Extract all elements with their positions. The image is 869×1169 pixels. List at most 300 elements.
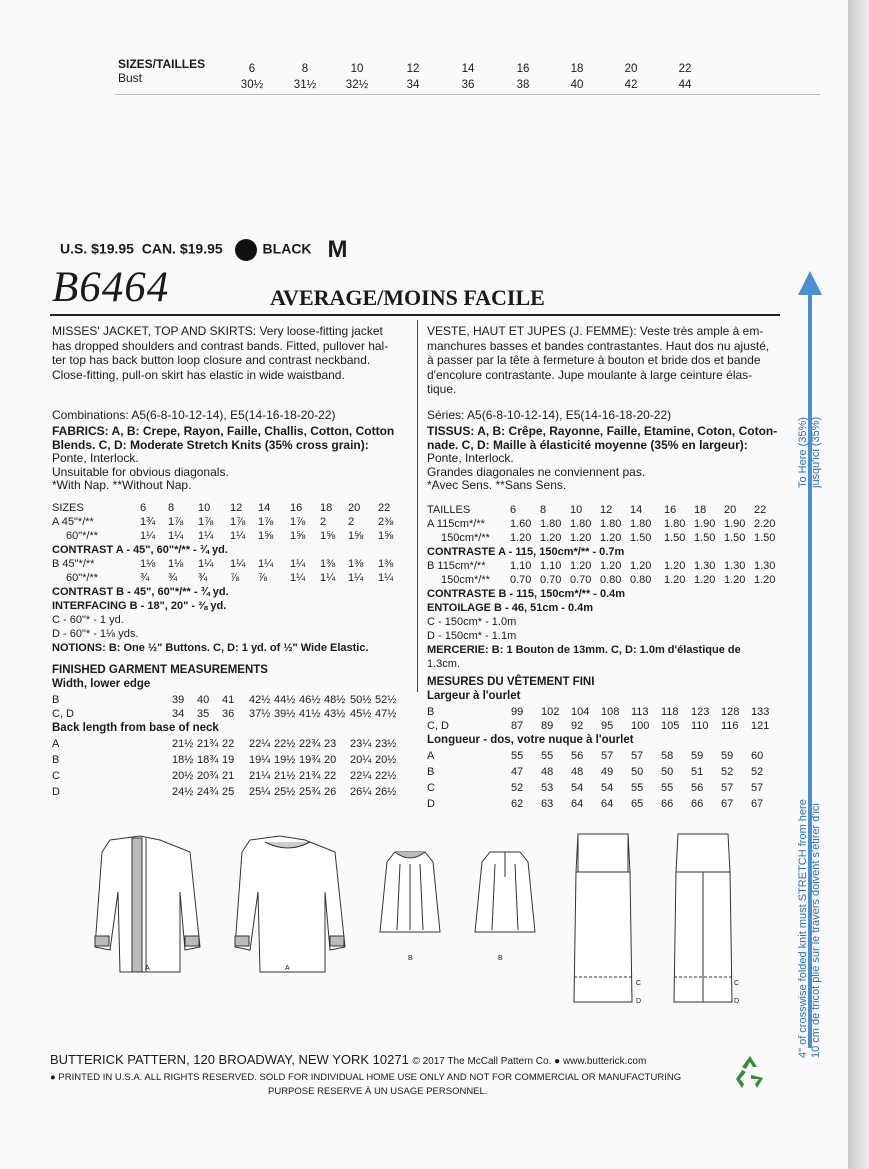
top-bust-cell: 40 [570, 79, 584, 91]
top-size-cell: 6 [248, 63, 256, 75]
yardage-cell: 1¼ [290, 558, 306, 570]
top-bust-cell: 31½ [293, 79, 317, 91]
to-here-label: To Here (35%) [797, 417, 809, 488]
top-bust-cell: 32½ [345, 79, 369, 91]
description-line: à passer par la tête à fermeture à bouton et bride dos et bande [427, 353, 761, 367]
measurement-cell: 52½ [375, 694, 397, 706]
measurement-cell: 57 [721, 782, 734, 794]
measurement-cell: 65 [631, 798, 644, 810]
yardage-cell: 1¼ [198, 530, 214, 542]
measurement-cell: 20½ [172, 770, 194, 782]
measurement-cell: 19¾ [299, 754, 321, 766]
measurement-cell: 41½ [299, 708, 321, 720]
measurement-cell: 47½ [375, 708, 397, 720]
measurement-cell: 105 [661, 720, 680, 732]
back-row-label: C [427, 782, 435, 794]
yardage-row-label: NOTIONS: B: One ½" Buttons. C, D: 1 yd. of ½" Wide Elastic. [52, 642, 369, 654]
measurement-cell: 43½ [324, 708, 346, 720]
size-header-cell: 22 [754, 504, 767, 516]
yardage-cell: 1.80 [540, 518, 562, 530]
measurement-cell: 57 [751, 782, 764, 794]
yardage-cell: 0.80 [630, 574, 652, 586]
yardage-cell: 1⅝ [378, 530, 394, 542]
yardage-cell: ¾ [198, 572, 208, 584]
size-header-cell: 8 [540, 504, 547, 516]
yardage-cell: 1.90 [694, 518, 716, 530]
size-header-cell: 6 [140, 502, 147, 514]
difficulty-label: AVERAGE/MOINS FACILE [270, 285, 545, 310]
yardage-cell: 0.70 [540, 574, 562, 586]
fabric-line: nade. C, D: Maille à élasticité moyenne (35% en largeur): [427, 437, 748, 452]
yardage-cell: 1.80 [600, 518, 622, 530]
yardage-cell: ⅞ [258, 572, 268, 584]
yardage-cell: 1.20 [540, 532, 562, 544]
measurement-cell: 60 [751, 750, 764, 762]
measurement-cell: 56 [571, 750, 584, 762]
yardage-cell: 1.10 [510, 560, 532, 572]
jusqu-ici-label: jusqu'ici (35%) [810, 416, 822, 488]
measurement-cell: 133 [751, 706, 770, 718]
measurement-cell: 39 [172, 694, 185, 706]
measurement-cell: 49 [601, 766, 614, 778]
measurement-cell: 54 [571, 782, 584, 794]
yardage-cell: 1.30 [724, 560, 746, 572]
yardage-cell: 1⅛ [140, 558, 156, 570]
top-bust-cell: 34 [406, 79, 420, 91]
size-header-cell: 10 [198, 502, 211, 514]
measurement-cell: 52 [721, 766, 734, 778]
measurement-cell: 64 [601, 798, 614, 810]
yardage-row-label: CONTRASTE A - 115, 150cm*/** - 0.7m [427, 546, 625, 558]
publisher-line [50, 1052, 646, 1067]
measurement-cell: 50 [661, 766, 674, 778]
size-header-cell: 14 [258, 502, 271, 514]
yardage-cell: 1.90 [724, 518, 746, 530]
yardage-cell: 1⅜ [348, 558, 364, 570]
yardage-cell: 1¼ [378, 572, 394, 584]
measurement-cell: 26 [324, 786, 337, 798]
measurement-cell: 118 [661, 706, 679, 718]
size-header-label: TAILLES [427, 504, 471, 516]
measurement-cell: 59 [691, 750, 704, 762]
measurement-cell: 22¾ [299, 738, 321, 750]
yardage-cell: 1.20 [570, 560, 592, 572]
measurement-cell: 40 [197, 694, 210, 706]
garment-illustrations [80, 832, 780, 1012]
measurement-cell: 21¾ [299, 770, 321, 782]
top-bust-cell: 30½ [240, 79, 264, 91]
yardage-row-label: 1.3cm. [427, 658, 461, 670]
measurement-cell: 20 [324, 754, 337, 766]
yardage-row-label: CONTRAST A - 45", 60"*/** - ¾ yd. [52, 544, 228, 556]
yardage-row-label: C - 60"* - 1 yd. [52, 614, 124, 626]
size-header-cell: 18 [320, 502, 333, 514]
measurement-cell: 23 [324, 738, 337, 750]
measurement-cell: 104 [571, 706, 590, 718]
yardage-cell: 1.50 [630, 532, 652, 544]
yardage-cell: 1⅜ [320, 558, 336, 570]
measurement-cell: 22 [324, 770, 337, 782]
yardage-cell: 1⅞ [230, 516, 246, 528]
measurement-cell: 48½ [324, 694, 346, 706]
description-line: MISSES' JACKET, TOP AND SKIRTS: Very loose-fitting jacket [52, 324, 383, 338]
measurement-cell: 35 [197, 708, 210, 720]
yardage-cell: 1.20 [600, 532, 622, 544]
yardage-cell: 1⅝ [320, 530, 336, 542]
measurement-cell: 55 [661, 782, 674, 794]
yardage-cell: 1.20 [724, 574, 746, 586]
measurement-cell: 47 [511, 766, 524, 778]
rights-line-fr: PURPOSE RESERVE À UN USAGE PERSONNEL. [268, 1086, 488, 1097]
back-row-label: D [52, 786, 60, 798]
measurement-cell: 121 [751, 720, 770, 732]
size-code: M [327, 236, 348, 263]
yardage-cell: 0.70 [510, 574, 532, 586]
top-size-cell: 22 [678, 63, 692, 75]
measurement-cell: 50½ [350, 694, 372, 706]
measurement-cell: 25¾ [299, 786, 321, 798]
description-line: tique. [427, 382, 457, 396]
measurement-cell: 37½ [249, 708, 271, 720]
stretch-fr-label: 10 cm de tricot plié sur le travers doivent s'étirer d'ici [810, 803, 822, 1058]
yardage-cell: 1¼ [230, 530, 246, 542]
measurement-cell: 18½ [172, 754, 194, 766]
measurement-cell: 55 [541, 750, 554, 762]
top-bust-cell: 42 [624, 79, 638, 91]
back-length-title: Longueur - dos, votre nuque à l'ourlet [427, 734, 634, 746]
yardage-cell: 0.80 [600, 574, 622, 586]
yardage-cell: 1¼ [198, 558, 214, 570]
size-header-cell: 8 [168, 502, 175, 514]
header-rule [50, 314, 780, 316]
measurement-cell: 51 [691, 766, 704, 778]
measurement-cell: 53 [541, 782, 554, 794]
fabric-line: Ponte, Interlock. [427, 451, 514, 465]
measurement-cell: 55 [511, 750, 524, 762]
width-row-label: B [52, 694, 60, 706]
measurement-cell: 23¼ [350, 738, 372, 750]
measurement-cell: 21 [222, 770, 235, 782]
yardage-cell: 1.30 [754, 560, 776, 572]
measurement-cell: 66 [661, 798, 674, 810]
yardage-cell: ¾ [140, 572, 150, 584]
measurement-cell: 116 [721, 720, 739, 732]
size-header-cell: 12 [600, 504, 613, 516]
illus-label-c1: C [636, 980, 642, 987]
measurement-cell: 64 [571, 798, 584, 810]
yardage-row-label: D - 60"* - 1⅛ yds. [52, 628, 139, 640]
top-bust-cell: 44 [678, 79, 692, 91]
description-line: Close-fitting, pull-on skirt has elastic in wide waistband. [52, 367, 345, 382]
illus-label-a1: A [145, 965, 150, 972]
measurement-cell: 22½ [274, 738, 296, 750]
illus-label-b2: B [498, 955, 503, 962]
measurement-cell: 26½ [375, 786, 397, 798]
yardage-cell: 1.20 [694, 574, 716, 586]
skirt-front-illustration [574, 834, 632, 1002]
fabric-line: Blends. C, D: Moderate Stretch Knits (35% cross grain): [52, 437, 369, 452]
yardage-row-label: INTERFACING B - 18", 20" - ⅜ yd. [52, 600, 227, 612]
measurement-cell: 20½ [375, 754, 397, 766]
finished-title: FINISHED GARMENT MEASUREMENTS [52, 664, 268, 676]
measurement-cell: 100 [631, 720, 650, 732]
yardage-cell: 1⅞ [258, 516, 274, 528]
yardage-cell: 1.10 [540, 560, 562, 572]
measurement-cell: 25¼ [249, 786, 271, 798]
yardage-cell: 1⅝ [290, 530, 306, 542]
yardage-row-label: CONTRASTE B - 115, 150cm*/** - 0.4m [427, 588, 626, 600]
fabric-line: *With Nap. **Without Nap. [52, 478, 192, 492]
measurement-cell: 108 [601, 706, 620, 718]
size-header-cell: 20 [348, 502, 361, 514]
measurement-cell: 21½ [274, 770, 296, 782]
size-header-cell: 16 [664, 504, 677, 516]
column-divider [417, 320, 418, 692]
width-row-label: C, D [52, 708, 74, 720]
measurement-cell: 39½ [274, 708, 296, 720]
measurement-cell: 110 [691, 720, 709, 732]
yardage-cell: 1⅞ [168, 516, 184, 528]
yardage-cell: ⅞ [230, 572, 240, 584]
yardage-cell: 1.80 [630, 518, 652, 530]
yardage-cell: 0.70 [570, 574, 592, 586]
rights-line: ● PRINTED IN U.S.A. ALL RIGHTS RESERVED. SOLD FOR INDIVIDUAL HOME USE ONLY AND NOT FOR COMMERCIAL OR MANUFACTURING [50, 1072, 682, 1083]
measurement-cell: 48 [541, 766, 554, 778]
yardage-cell: 1.50 [754, 532, 776, 544]
illus-label-b1: B [408, 955, 413, 962]
measurement-cell: 20¾ [197, 770, 219, 782]
measurement-cell: 24½ [172, 786, 194, 798]
measurement-cell: 56 [691, 782, 704, 794]
pattern-number: B6464 [52, 264, 170, 311]
yardage-row-label: D - 150cm* - 1.1m [427, 630, 517, 642]
yardage-row-label: MERCERIE: B: 1 Bouton de 13mm. C, D: 1.0m d'élastique de [427, 644, 741, 656]
measurement-cell: 63 [541, 798, 554, 810]
yardage-row-label: 60"*/** [66, 572, 99, 584]
yardage-row-label: B 115cm*/** [427, 560, 486, 572]
width-row-label: B [427, 706, 435, 718]
yardage-cell: 1¾ [140, 516, 156, 528]
color-label: BLACK [262, 240, 312, 257]
yardage-cell: 1.20 [510, 532, 532, 544]
top-sizes-labels [118, 57, 205, 85]
measurement-cell: 18¾ [197, 754, 219, 766]
measurement-cell: 55 [631, 782, 644, 794]
yardage-cell: 2⅜ [378, 516, 394, 528]
yardage-cell: 1⅝ [348, 530, 364, 542]
top-size-cell: 10 [350, 63, 364, 75]
measurement-cell: 22½ [375, 770, 397, 782]
yardage-cell: 1¼ [140, 530, 156, 542]
back-row-label: A [52, 738, 60, 750]
skirt-back-illustration [674, 834, 732, 1002]
scan-edge [848, 0, 869, 1169]
yardage-cell: 1.20 [664, 574, 686, 586]
yardage-cell: 2 [348, 516, 355, 528]
measurement-cell: 54 [601, 782, 614, 794]
yardage-cell: 1¼ [320, 572, 336, 584]
measurement-cell: 67 [721, 798, 734, 810]
yardage-cell: 1⅛ [168, 558, 184, 570]
halter-top-back-illustration [475, 852, 535, 932]
yardage-row-label: C - 150cm* - 1.0m [427, 616, 517, 628]
measurement-cell: 57 [631, 750, 644, 762]
illus-label-c2: C [734, 980, 740, 987]
measurement-cell: 34 [172, 708, 185, 720]
measurement-cell: 128 [721, 706, 740, 718]
stretch-en-label: 4" of crosswise folded knit must STRETCH from here [797, 799, 809, 1058]
measurement-cell: 19¼ [249, 754, 271, 766]
size-header-cell: 18 [694, 504, 707, 516]
width-title: Largeur à l'ourlet [427, 690, 521, 702]
measurement-cell: 22 [222, 738, 235, 750]
size-header-cell: 16 [290, 502, 303, 514]
measurement-cell: 52 [511, 782, 524, 794]
measurement-cell: 42½ [249, 694, 271, 706]
description-line: d'encolure contrastante. Jupe moulante à large ceinture élas- [427, 367, 753, 382]
yardage-cell: 1¼ [168, 530, 184, 542]
top-size-cell: 14 [461, 63, 475, 75]
fabric-line: Ponte, Interlock. [52, 451, 139, 465]
illus-label-d1: D [636, 998, 642, 1005]
size-header-cell: 12 [230, 502, 243, 514]
yardage-row-label: B 45"*/** [52, 558, 95, 570]
measurement-cell: 92 [571, 720, 584, 732]
yardage-cell: 1⅜ [378, 558, 394, 570]
measurement-cell: 99 [511, 706, 524, 718]
yardage-cell: 1.50 [664, 532, 686, 544]
yardage-row-label: A 45"*/** [52, 516, 94, 528]
back-row-label: D [427, 798, 435, 810]
measurement-cell: 89 [541, 720, 554, 732]
measurement-cell: 67 [751, 798, 764, 810]
yardage-cell: 1.60 [510, 518, 532, 530]
back-row-label: C [52, 770, 60, 782]
measurement-cell: 46½ [299, 694, 321, 706]
yardage-row-label: 60"*/** [66, 530, 99, 542]
halter-top-front-illustration [380, 852, 440, 932]
yardage-row-label: 150cm*/** [441, 532, 490, 544]
description-line: manchures basses et bandes contrastantes. Haut dos nu ajusté, [427, 338, 770, 353]
top-bust-cell: 36 [461, 79, 475, 91]
yardage-cell: 1¼ [258, 558, 274, 570]
top-size-cell: 18 [570, 63, 584, 75]
description-line: has dropped shoulders and contrast bands. Fitted, pullover hal- [52, 338, 389, 353]
us-price: U.S. $19.95 [60, 240, 134, 257]
width-title: Width, lower edge [52, 678, 151, 690]
fabric-line: Unsuitable for obvious diagonals. [52, 464, 229, 479]
measurement-cell: 50 [631, 766, 644, 778]
measurement-cell: 23½ [375, 738, 397, 750]
yardage-cell: 1¼ [348, 572, 364, 584]
measurement-cell: 21¼ [249, 770, 271, 782]
yardage-cell: 1.50 [694, 532, 716, 544]
size-header-cell: 22 [378, 502, 391, 514]
yardage-cell: ¾ [168, 572, 178, 584]
top-size-cell: 8 [301, 63, 309, 75]
yardage-cell: 1.80 [664, 518, 686, 530]
back-row-label: B [427, 766, 435, 778]
yardage-cell: 1.20 [570, 532, 592, 544]
yardage-cell: 1¼ [230, 558, 246, 570]
price-line [60, 236, 347, 264]
jacket-back-illustration [235, 836, 345, 972]
combinations-line: Combinations: A5(6-8-10-12-14), E5(14-16-18-20-22) [52, 408, 336, 422]
measurement-cell: 22¼ [350, 770, 372, 782]
size-header-cell: 20 [724, 504, 737, 516]
measurement-cell: 66 [691, 798, 704, 810]
measurement-cell: 41 [222, 694, 235, 706]
yardage-cell: 2.20 [754, 518, 776, 530]
measurement-cell: 113 [631, 706, 649, 718]
measurement-cell: 95 [601, 720, 614, 732]
measurement-cell: 19 [222, 754, 235, 766]
measurement-cell: 21½ [172, 738, 194, 750]
measurement-cell: 24¾ [197, 786, 219, 798]
description-line: ter top has back button loop closure and contrast neckband. [52, 353, 371, 367]
illus-label-d2: D [734, 998, 740, 1005]
width-row-label: C, D [427, 720, 449, 732]
can-price: CAN. $19.95 [141, 240, 223, 257]
measurement-cell: 26¼ [350, 786, 372, 798]
top-sizes-title: SIZES/TAILLES [118, 57, 206, 71]
jacket-front-illustration [95, 836, 200, 972]
fabric-line: FABRICS: A, B: Crepe, Rayon, Faille, Challis, Cotton, Cotton [52, 424, 395, 438]
publisher-address: BUTTERICK PATTERN, 120 BROADWAY, NEW YORK 10271 [50, 1052, 409, 1067]
measurement-cell: 21¾ [197, 738, 219, 750]
recycle-icon [730, 1052, 770, 1092]
measurement-cell: 45½ [350, 708, 372, 720]
measurement-cell: 57 [601, 750, 614, 762]
measurement-cell: 20¼ [350, 754, 372, 766]
yardage-cell: 1⅝ [258, 530, 274, 542]
fabric-line: *Avec Sens. **Sans Sens. [427, 478, 567, 492]
top-size-cell: 20 [624, 63, 638, 75]
top-bust-label: Bust [118, 71, 143, 85]
measurement-cell: 22¼ [249, 738, 271, 750]
yardage-row-label: CONTRAST B - 45", 60"*/** - ¾ yd. [52, 586, 229, 598]
yardage-cell: 1.50 [724, 532, 746, 544]
measurement-cell: 48 [571, 766, 584, 778]
divider [115, 94, 820, 95]
measurement-cell: 123 [691, 706, 710, 718]
measurement-cell: 59 [721, 750, 734, 762]
measurement-cell: 36 [222, 708, 235, 720]
color-dot-icon [235, 239, 257, 261]
top-size-cell: 16 [516, 63, 530, 75]
measurement-cell: 58 [661, 750, 674, 762]
size-header-cell: 14 [630, 504, 643, 516]
measurement-cell: 25 [222, 786, 235, 798]
yardage-cell: 1.20 [600, 560, 622, 572]
yardage-cell: 1⅞ [290, 516, 306, 528]
measurement-cell: 102 [541, 706, 560, 718]
yardage-cell: 1⅞ [198, 516, 214, 528]
size-header-cell: 6 [510, 504, 517, 516]
yardage-row-label: 150cm*/** [441, 574, 490, 586]
yardage-row-label: A 115cm*/** [427, 518, 485, 530]
top-size-cell: 12 [406, 63, 420, 75]
back-row-label: A [427, 750, 435, 762]
back-row-label: B [52, 754, 60, 766]
combinations-line: Séries: A5(6-8-10-12-14), E5(14-16-18-20-22) [427, 408, 672, 422]
yardage-cell: 1.20 [630, 560, 652, 572]
measurement-cell: 19½ [274, 754, 296, 766]
top-bust-cell: 38 [516, 79, 530, 91]
illus-label-a2: A [285, 965, 290, 972]
fabric-line: Grandes diagonales ne conviennent pas. [427, 464, 646, 479]
yardage-cell: 1.30 [694, 560, 716, 572]
